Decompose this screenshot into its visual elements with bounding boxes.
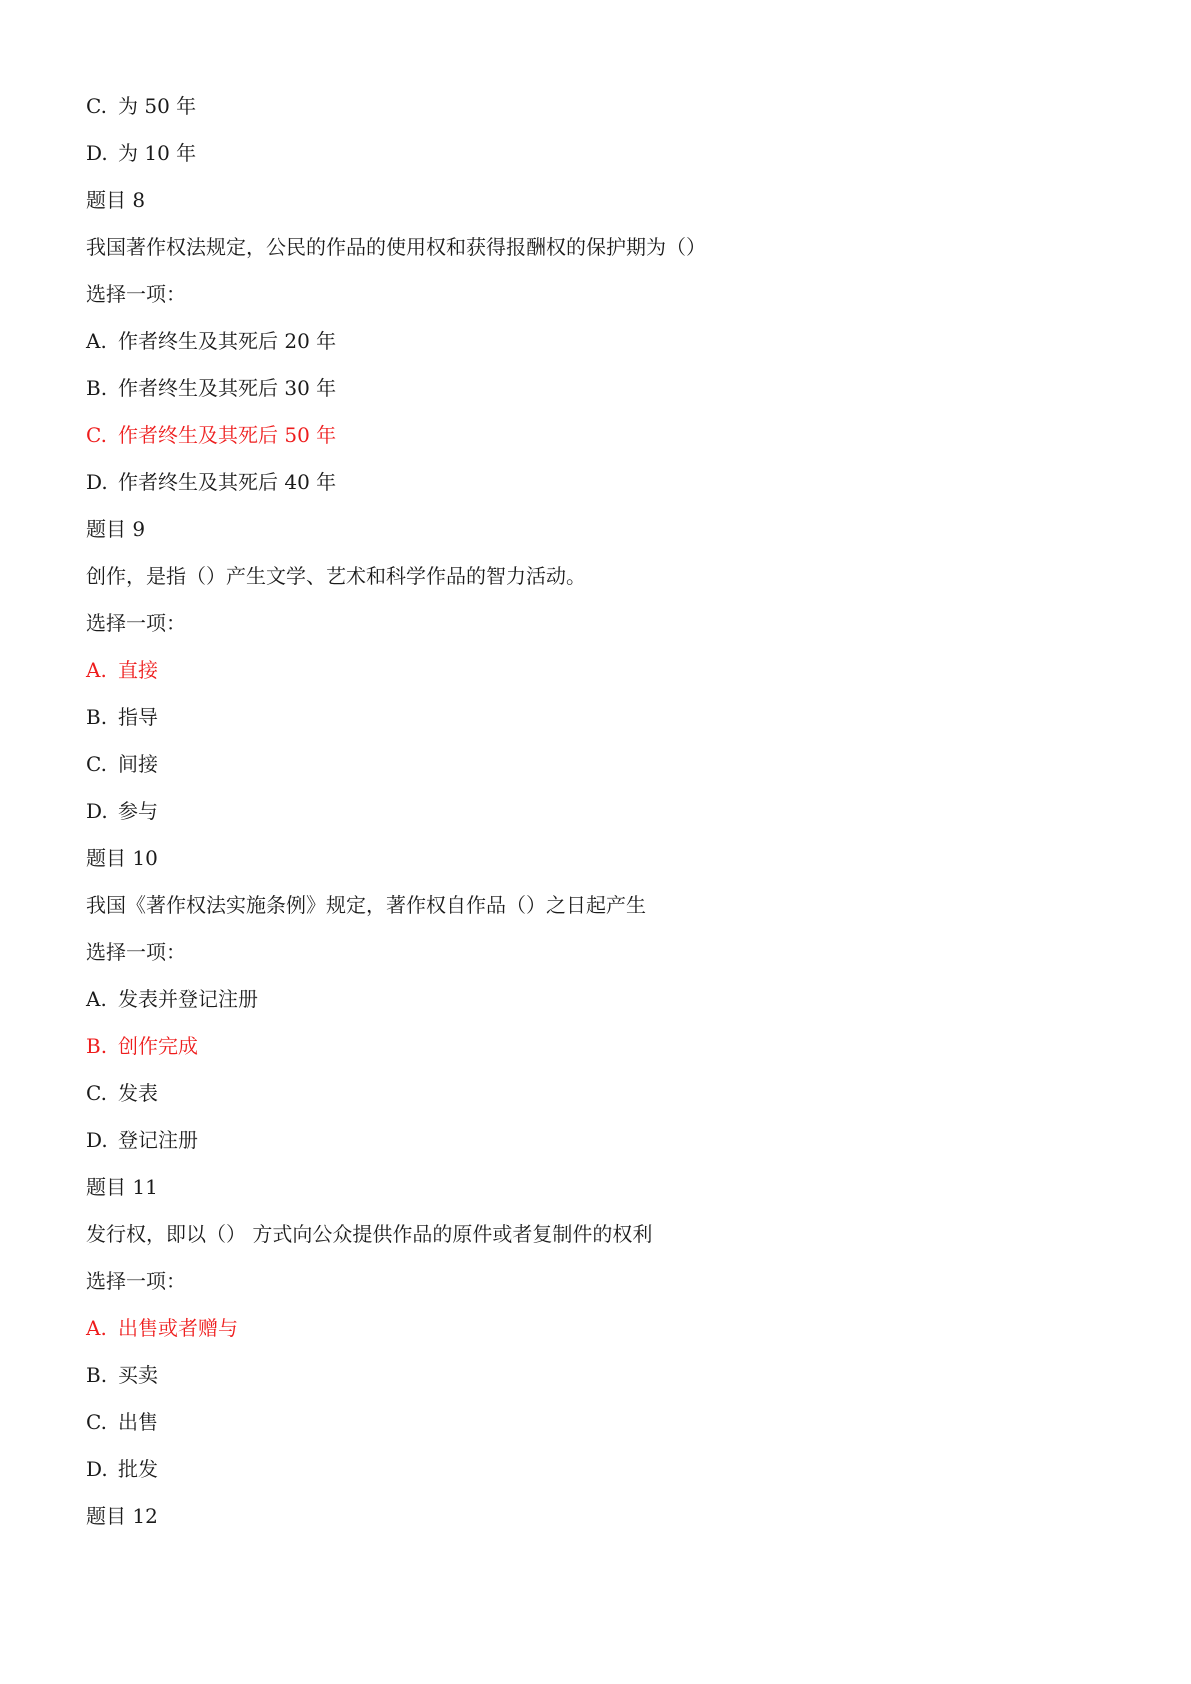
option-letter: B.	[86, 705, 108, 729]
option-letter: B.	[86, 1034, 108, 1058]
option-text: 创作完成	[118, 1034, 198, 1058]
option-letter: D.	[86, 1457, 108, 1481]
question-stem: 我国著作权法规定，公民的作品的使用权和获得报酬权的保护期为（）	[86, 235, 706, 259]
question-heading: 题目 11	[86, 1175, 158, 1199]
option-q8-d	[86, 468, 1106, 515]
option-letter: B.	[86, 376, 108, 400]
option-letter: A.	[86, 658, 107, 682]
question-heading: 题目 12	[86, 1504, 158, 1528]
option-text: 直接	[118, 658, 158, 682]
option-q9-c	[86, 750, 1106, 797]
option-text: 指导	[118, 705, 158, 729]
option-q10-c	[86, 1079, 1106, 1126]
option-text: 批发	[118, 1457, 158, 1481]
option-q9-a-correct	[86, 656, 1106, 703]
option-q11-d	[86, 1455, 1106, 1502]
option-q11-c	[86, 1408, 1106, 1455]
option-letter: A.	[86, 329, 107, 353]
option-text: 作者终生及其死后 50 年	[118, 423, 337, 447]
option-letter: C.	[86, 1081, 107, 1105]
option-text: 为 10 年	[118, 141, 197, 165]
option-letter: D.	[86, 799, 108, 823]
option-q8-b	[86, 374, 1106, 421]
option-q11-a-correct	[86, 1314, 1106, 1361]
option-text: 作者终生及其死后 20 年	[118, 329, 337, 353]
option-letter: C.	[86, 1410, 107, 1434]
question-stem: 发行权，即以（） 方式向公众提供作品的原件或者复制件的权利	[86, 1222, 653, 1246]
option-letter: C.	[86, 94, 107, 118]
option-q8-c-correct	[86, 421, 1106, 468]
option-q8-a	[86, 327, 1106, 374]
option-letter: A.	[86, 1316, 107, 1340]
select-one-prompt: 选择一项：	[86, 1269, 186, 1293]
option-text: 出售或者赠与	[118, 1316, 238, 1340]
option-text: 参与	[118, 799, 158, 823]
question-stem: 我国《著作权法实施条例》规定，著作权自作品（）之日起产生	[86, 893, 646, 917]
option-q10-d	[86, 1126, 1106, 1173]
option-letter: D.	[86, 1128, 108, 1152]
option-letter: C.	[86, 423, 107, 447]
option-letter: A.	[86, 987, 107, 1011]
option-letter: C.	[86, 752, 107, 776]
option-q10-b-correct	[86, 1032, 1106, 1079]
option-q9-b	[86, 703, 1106, 750]
option-text: 发表并登记注册	[118, 987, 258, 1011]
option-q10-a	[86, 985, 1106, 1032]
option-text: 出售	[118, 1410, 158, 1434]
option-letter: D.	[86, 141, 108, 165]
option-letter: D.	[86, 470, 108, 494]
option-text: 间接	[118, 752, 158, 776]
option-text: 为 50 年	[118, 94, 197, 118]
option-q11-b	[86, 1361, 1106, 1408]
question-heading: 题目 10	[86, 846, 158, 870]
option-q9-d	[86, 797, 1106, 844]
option-text: 登记注册	[118, 1128, 198, 1152]
option-text: 作者终生及其死后 40 年	[118, 470, 337, 494]
question-heading: 题目 8	[86, 188, 146, 212]
option-text: 发表	[118, 1081, 158, 1105]
document-page	[86, 92, 1106, 1549]
option-text: 买卖	[118, 1363, 158, 1387]
option-q7-c	[86, 92, 1106, 139]
option-q7-d	[86, 139, 1106, 186]
option-letter: B.	[86, 1363, 108, 1387]
select-one-prompt: 选择一项：	[86, 282, 186, 306]
question-stem: 创作，是指（）产生文学、艺术和科学作品的智力活动。	[86, 564, 586, 588]
select-one-prompt: 选择一项：	[86, 611, 186, 635]
question-heading: 题目 9	[86, 517, 146, 541]
select-one-prompt: 选择一项：	[86, 940, 186, 964]
option-text: 作者终生及其死后 30 年	[118, 376, 337, 400]
